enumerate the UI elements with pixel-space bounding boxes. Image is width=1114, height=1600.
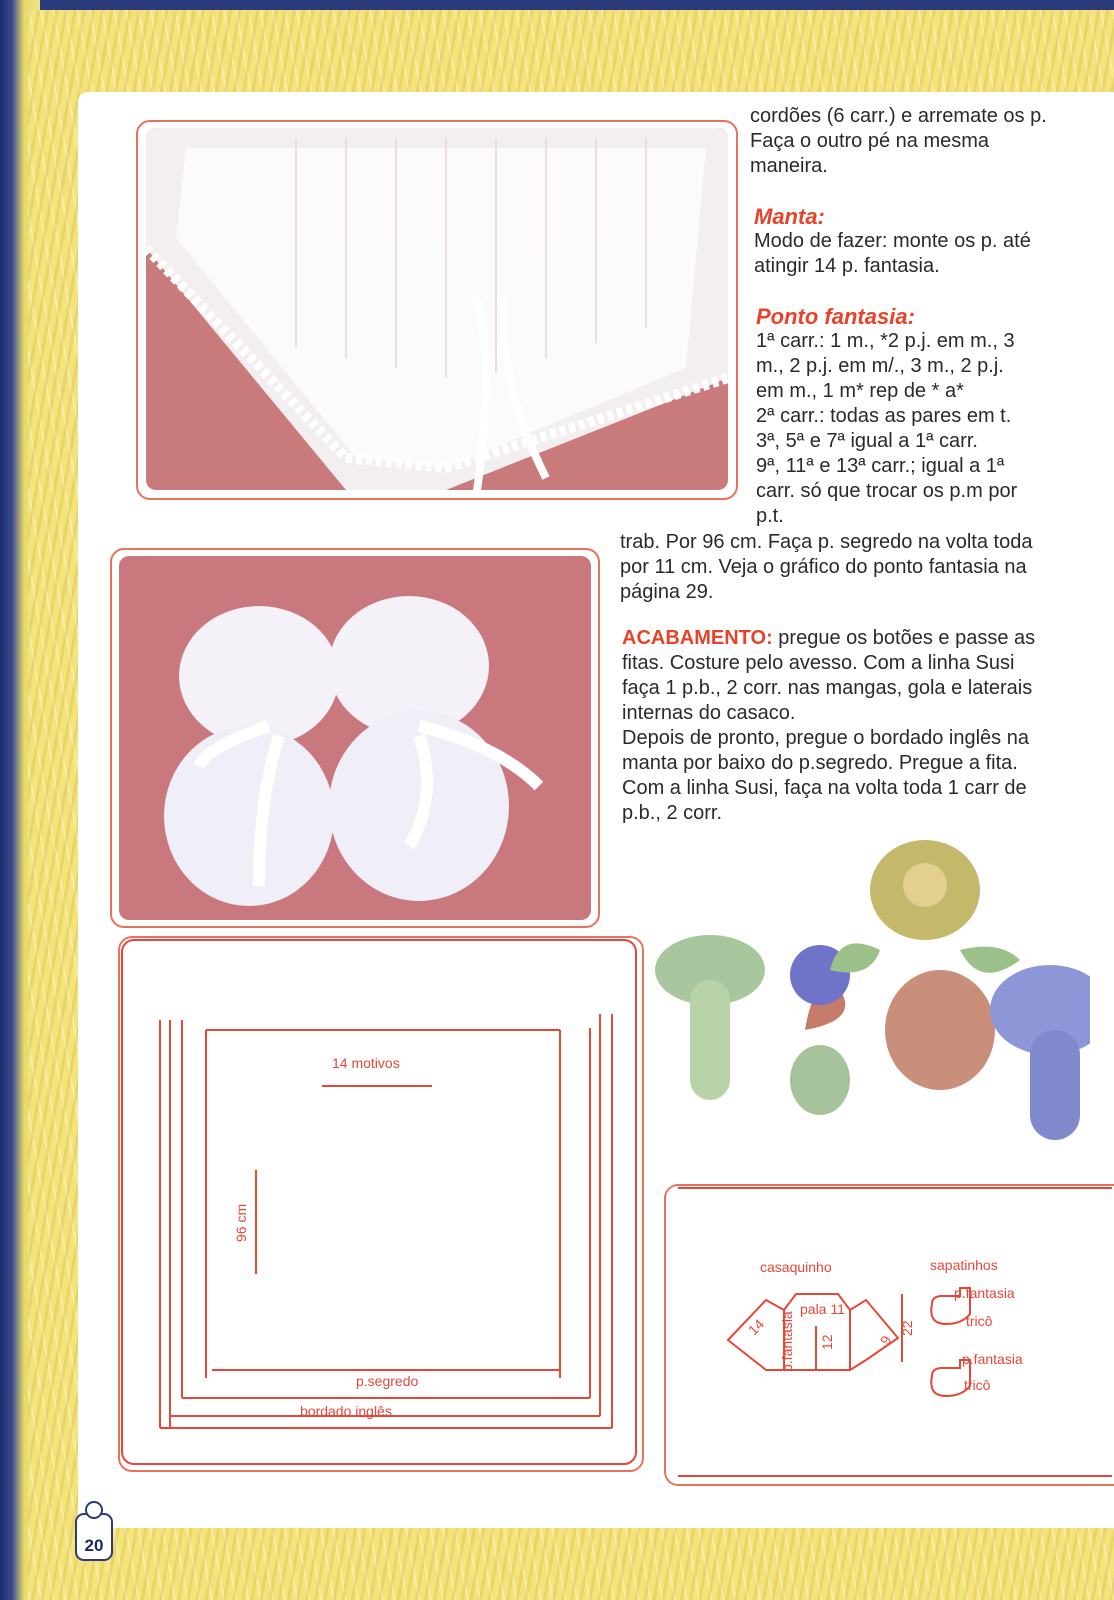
plush-toys-photo bbox=[650, 830, 1090, 1150]
sapatinhos-label: sapatinhos bbox=[930, 1257, 998, 1273]
manta-chart-box bbox=[118, 936, 644, 1472]
page-number: 20 bbox=[84, 1536, 104, 1555]
pieces-chart-box bbox=[664, 1184, 1114, 1486]
pfantasia1-label: p.fantasia bbox=[954, 1285, 1015, 1301]
n22-label: 22 bbox=[899, 1320, 915, 1336]
trico1-label: tricô bbox=[966, 1313, 993, 1329]
pieces-chart bbox=[666, 1186, 1114, 1484]
manta-chart bbox=[120, 938, 642, 1470]
ponto-section: Ponto fantasia: 1ª carr.: 1 m., *2 p.j. em m., 3 m., 2 p.j. em m/., 3 m., 2 p.j. em m., 1 m* rep de * a* 2ª carr.: todas as pares em t. 3ª, 5ª e 7ª igual a 1ª carr. 9ª, 11ª e 13ª carr.; igual a 1ª carr. só que trocar os p.m por p.t. bbox=[756, 304, 1018, 527]
motivos-label: 14 motivos bbox=[332, 1055, 400, 1071]
segredo-label: p.segredo bbox=[356, 1373, 419, 1389]
n14-label: 14 bbox=[744, 1315, 768, 1339]
booties-photo-frame bbox=[110, 548, 600, 928]
intro-text: cordões (6 carr.) e arremate os p. Faça o outro pé na mesma maneira. bbox=[750, 105, 1047, 177]
n12-label: 12 bbox=[819, 1334, 835, 1350]
blanket-photo bbox=[146, 128, 728, 490]
manta-heading: Manta: bbox=[754, 204, 825, 229]
blanket-photo-frame bbox=[136, 120, 738, 500]
page-tag-icon bbox=[74, 1500, 116, 1564]
trico2-label: tricô bbox=[964, 1377, 991, 1393]
acabamento-section: ACABAMENTO: pregue os botões e passe as fitas. Costure pelo avesso. Com a linha Susi faça 1 p.b., 2 corr. nas mangas, gola e laterais internas do casaco. Depois de pronto, pregue o bordado inglês na manta por baixo do p.segredo. Pregue a fita. Com a linha Susi, faça na volta toda 1 carr de p.b., 2 corr. bbox=[622, 627, 1036, 824]
casaquinho-label: casaquinho bbox=[760, 1259, 832, 1275]
booties-photo bbox=[119, 556, 591, 920]
n9-label: 9 bbox=[876, 1332, 895, 1348]
bordado-label: bordado inglês bbox=[300, 1403, 392, 1419]
pfantasia2-label: p.fantasia bbox=[962, 1351, 1023, 1367]
fantasia-v-label: p.fantasia bbox=[779, 1311, 795, 1372]
ponto-heading: Ponto fantasia: bbox=[756, 304, 915, 329]
acabamento-label: ACABAMENTO: bbox=[622, 627, 773, 649]
cm-label: 96 cm bbox=[233, 1203, 249, 1242]
pala-label: pala 11 bbox=[800, 1301, 845, 1317]
manta-section: Manta: Modo de fazer: monte os p. até atingir 14 p. fantasia. bbox=[754, 204, 1031, 277]
trab-text: trab. Por 96 cm. Faça p. segredo na volta toda por 11 cm. Veja o gráfico do ponto fantasia na página 29. bbox=[620, 531, 1033, 603]
